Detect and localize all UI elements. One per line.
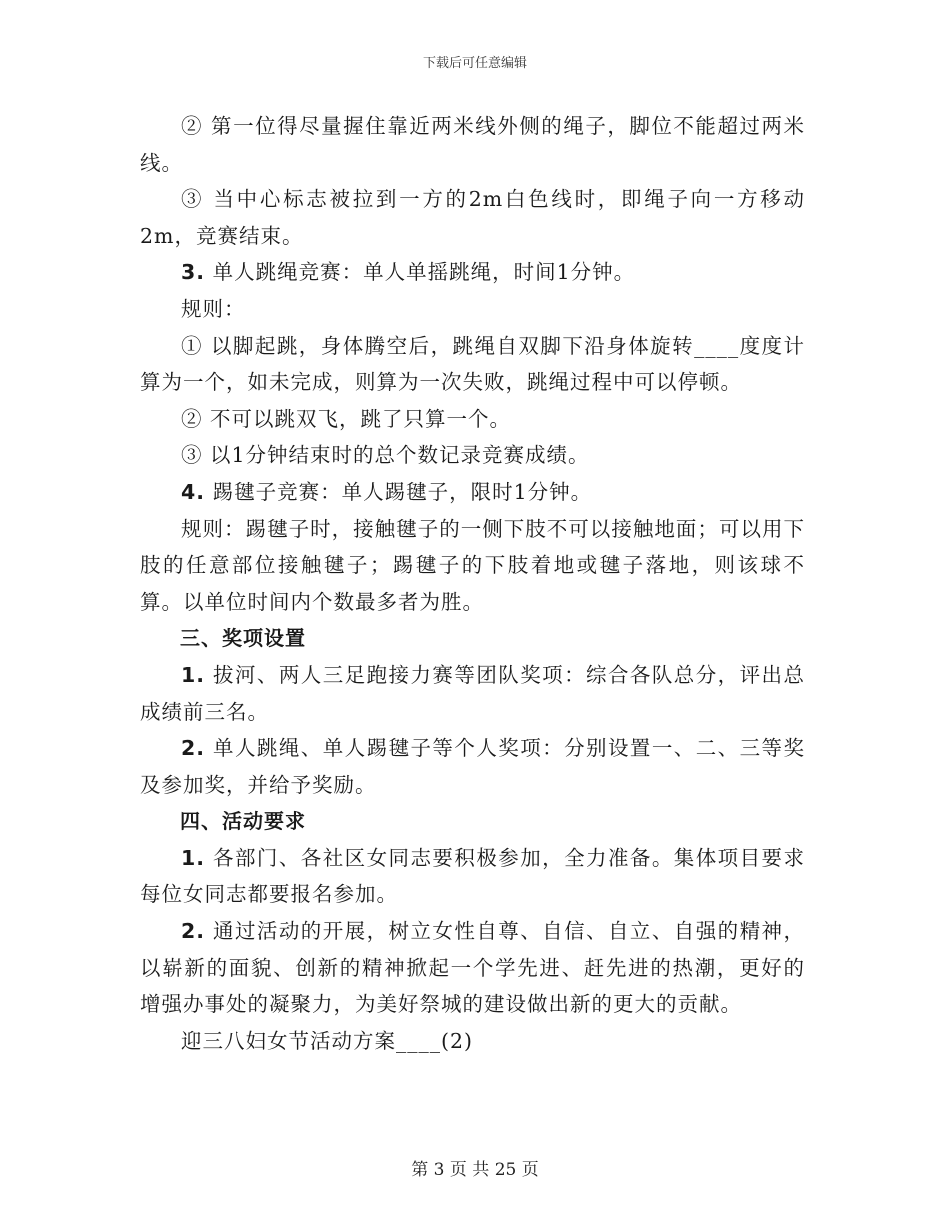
paragraph: ③ 以1分钟结束时的总个数记录竞赛成绩。 bbox=[181, 443, 590, 468]
paragraph: 4. 踢毽子竞赛：单人踢毽子，限时1分钟。 bbox=[181, 479, 593, 504]
paragraph: 1. 各部门、各社区女同志要积极参加，全力准备。集体项目要求每位女同志都要报名参加。 bbox=[140, 845, 805, 907]
section-heading: 四、活动要求 bbox=[180, 809, 306, 834]
paragraph: ① 以脚起跳，身体腾空后，跳绳自双脚下沿身体旋转____度度计算为一个，如未完成，则算为一次失败，跳绳过程中可以停顿。 bbox=[140, 333, 805, 395]
paragraph: 2. 通过活动的开展，树立女性自尊、自信、自立、自强的精神，以崭新的面貌、创新的精神掀起一个学先进、赶先进的热潮，更好的增强办事处的凝聚力，为美好祭城的建设做出新的更大的贡献。 bbox=[140, 919, 805, 1017]
page-header: 下载后可任意编辑 bbox=[422, 56, 527, 71]
document-body bbox=[140, 108, 805, 1059]
paragraph: 规则： bbox=[181, 296, 246, 321]
section-heading: 三、奖项设置 bbox=[180, 626, 306, 651]
paragraph: ② 不可以跳双飞，跳了只算一个。 bbox=[181, 406, 512, 431]
paragraph: 迎三八妇女节活动方案____(2) bbox=[181, 1028, 474, 1053]
paragraph: 3. 单人跳绳竞赛：单人单摇跳绳，时间1分钟。 bbox=[181, 260, 636, 285]
paragraph: 1. 拔河、两人三足跑接力赛等团队奖项：综合各队总分，评出总成绩前三名。 bbox=[140, 662, 805, 724]
paragraph: ③ 当中心标志被拉到一方的2m白色线时，即绳子向一方移动2m，竞赛结束。 bbox=[140, 187, 805, 248]
paragraph: 2. 单人跳绳、单人踢毽子等个人奖项：分别设置一、二、三等奖及参加奖，并给予奖励。 bbox=[140, 736, 805, 797]
paragraph: 规则：踢毽子时，接触毽子的一侧下肢不可以接触地面；可以用下肢的任意部位接触毽子；踢毽子的下肢着地或毽子落地，则该球不算。以单位时间内个数最多者为胜。 bbox=[140, 516, 805, 614]
page-number: 第 3 页 共 25 页 bbox=[411, 1160, 539, 1180]
paragraph: ② 第一位得尽量握住靠近两米线外侧的绳子，脚位不能超过两米线。 bbox=[140, 114, 805, 175]
